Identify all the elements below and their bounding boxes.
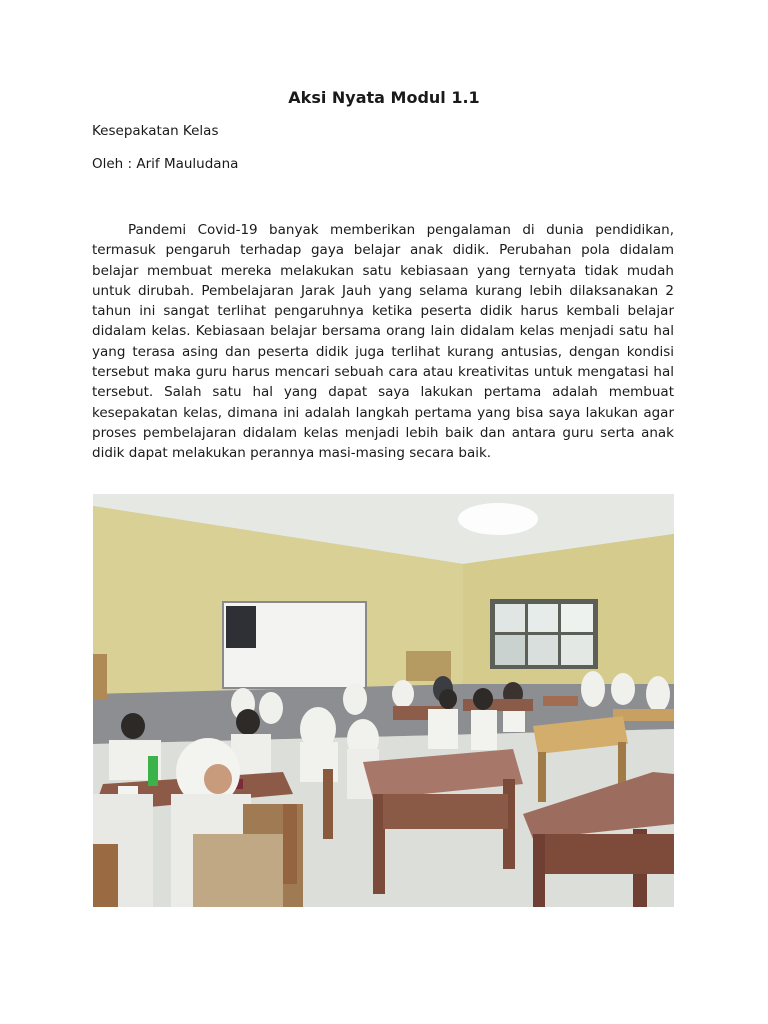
ceiling-light <box>458 503 538 535</box>
classroom-photo <box>93 494 674 907</box>
author-line: Oleh : Arif Mauludana <box>92 156 239 172</box>
body-paragraph: Pandemi Covid-19 banyak memberikan pengalaman di dunia pendidikan, termasuk pengaruh terhadap gaya belajar anak didik. Perubahan pola didalam belajar membuat mereka melakukan satu kebiasaan yang ternyata tidak mudah untuk dirubah. Pembelajaran Jarak Jauh yang selama kurang lebih dilaksanakan 2 tahun ini sangat terlihat pengaruhnya ketika peserta didik harus kembali belajar didalam kelas. Kebiasaan belajar bersama orang lain didalam kelas menjadi satu hal yang terasa asing dan peserta didik juga terlihat kurang antusias, dengan kondisi tersebut maka guru harus mencari sebuah cara atau kreativitas untuk mengatasi hal tersebut. Salah satu hal yang dapat saya lakukan pertama adalah membuat kesepakatan kelas, dimana ini adalah langkah pertama yang bisa saya lakukan agar proses pembelajaran didalam kelas menjadi lebih baik dan antara guru serta anak didik dapat melakukan perannya masi-masing secara baik. <box>92 222 674 462</box>
document-subject: Kesepakatan Kelas <box>92 123 219 139</box>
poster <box>226 606 256 648</box>
document-title: Aksi Nyata Modul 1.1 <box>288 88 480 107</box>
water-bottle <box>148 756 158 786</box>
